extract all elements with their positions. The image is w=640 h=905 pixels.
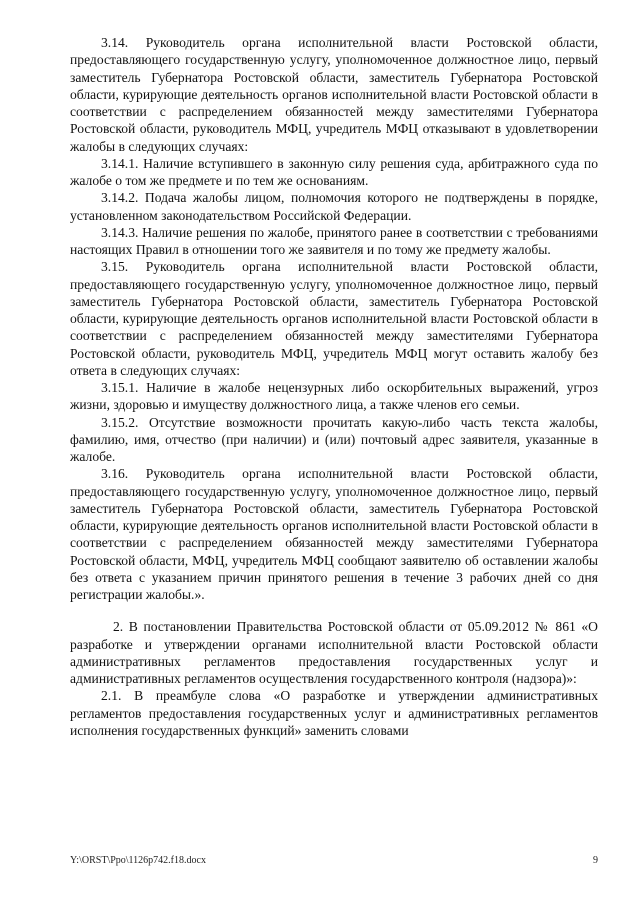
paragraph-3-14-3: 3.14.3. Наличие решения по жалобе, принятого ранее в соответствии с требованиями настоящих Правил в отношении того же заявителя и по тому же предмету жалобы.: [70, 224, 598, 257]
paragraph-3-14-2: 3.14.2. Подача жалобы лицом, полномочия которого не подтверждены в порядке, установленном законодательством Российской Федерации.: [70, 190, 598, 223]
paragraph-section-2: 2. В постановлении Правительства Ростовской области от 05.09.2012 № 861 «О разработке и утверждении органами исполнительной власти Ростовской области административных регламентов предоставления государственных услуг и административных регламентов осуществления государственного контроля (надзора)»:: [70, 619, 598, 686]
document-body: [70, 34, 598, 739]
file-path: Y:\ORST\Ppo\1126p742.f18.docx: [70, 855, 206, 866]
paragraph-3-14: 3.14. Руководитель органа исполнительной власти Ростовской области, предоставляющего государственную услугу, уполномоченное должностное лицо, первый заместитель Губернатора Ростовской области, заместитель Губернатора Ростовской области, курирующие деятельность органов исполнительной власти Ростовской области в соответствии с распределением обязанностей между заместителями Губернатора Ростовской области, руководитель МФЦ, учредитель МФЦ отказывают в удовлетворении жалобы в следующих случаях:: [70, 35, 598, 154]
paragraph-3-15-1: 3.15.1. Наличие в жалобе нецензурных либо оскорбительных выражений, угроз жизни, здоровью и имуществу должностного лица, а также членов его семьи.: [70, 380, 598, 413]
paragraph-3-15-2: 3.15.2. Отсутствие возможности прочитать какую-либо часть текста жалобы, фамилию, имя, отчество (при наличии) и (или) почтовый адрес заявителя, указанные в жалобе.: [70, 414, 598, 464]
paragraph-2-1: 2.1. В преамбуле слова «О разработке и утверждении административных регламентов предоставления государственных услуг и административных регламентов исполнения государственных функций» заменить словами: [70, 688, 598, 738]
paragraph-3-15: 3.15. Руководитель органа исполнительной власти Ростовской области, предоставляющего государственную услугу, уполномоченное должностное лицо, первый заместитель Губернатора Ростовской области, заместитель Губернатора Ростовской области, курирующие деятельность органов исполнительной власти Ростовской области в соответствии с распределением обязанностей между заместителями Губернатора Ростовской области, руководитель МФЦ, учредитель МФЦ могут оставить жалобу без ответа в следующих случаях:: [70, 259, 598, 378]
page-number: 9: [593, 855, 598, 866]
section-gap: [70, 603, 598, 618]
paragraph-3-14-1: 3.14.1. Наличие вступившего в законную силу решения суда, арбитражного суда по жалобе о том же предмете и по тем же основаниям.: [70, 155, 598, 188]
paragraph-3-16: 3.16. Руководитель органа исполнительной власти Ростовской области, предоставляющего государственную услугу, уполномоченное должностное лицо, первый заместитель Губернатора Ростовской области, заместитель Губернатора Ростовской области, курирующие деятельность органов исполнительной власти Ростовской области в соответствии с распределением обязанностей между заместителями Губернатора Ростовской области, МФЦ, учредитель МФЦ сообщают заявителю об оставлении жалобы без ответа с указанием причин принятого решения в течение 3 рабочих дней со дня регистрации жалобы.».: [70, 466, 598, 602]
